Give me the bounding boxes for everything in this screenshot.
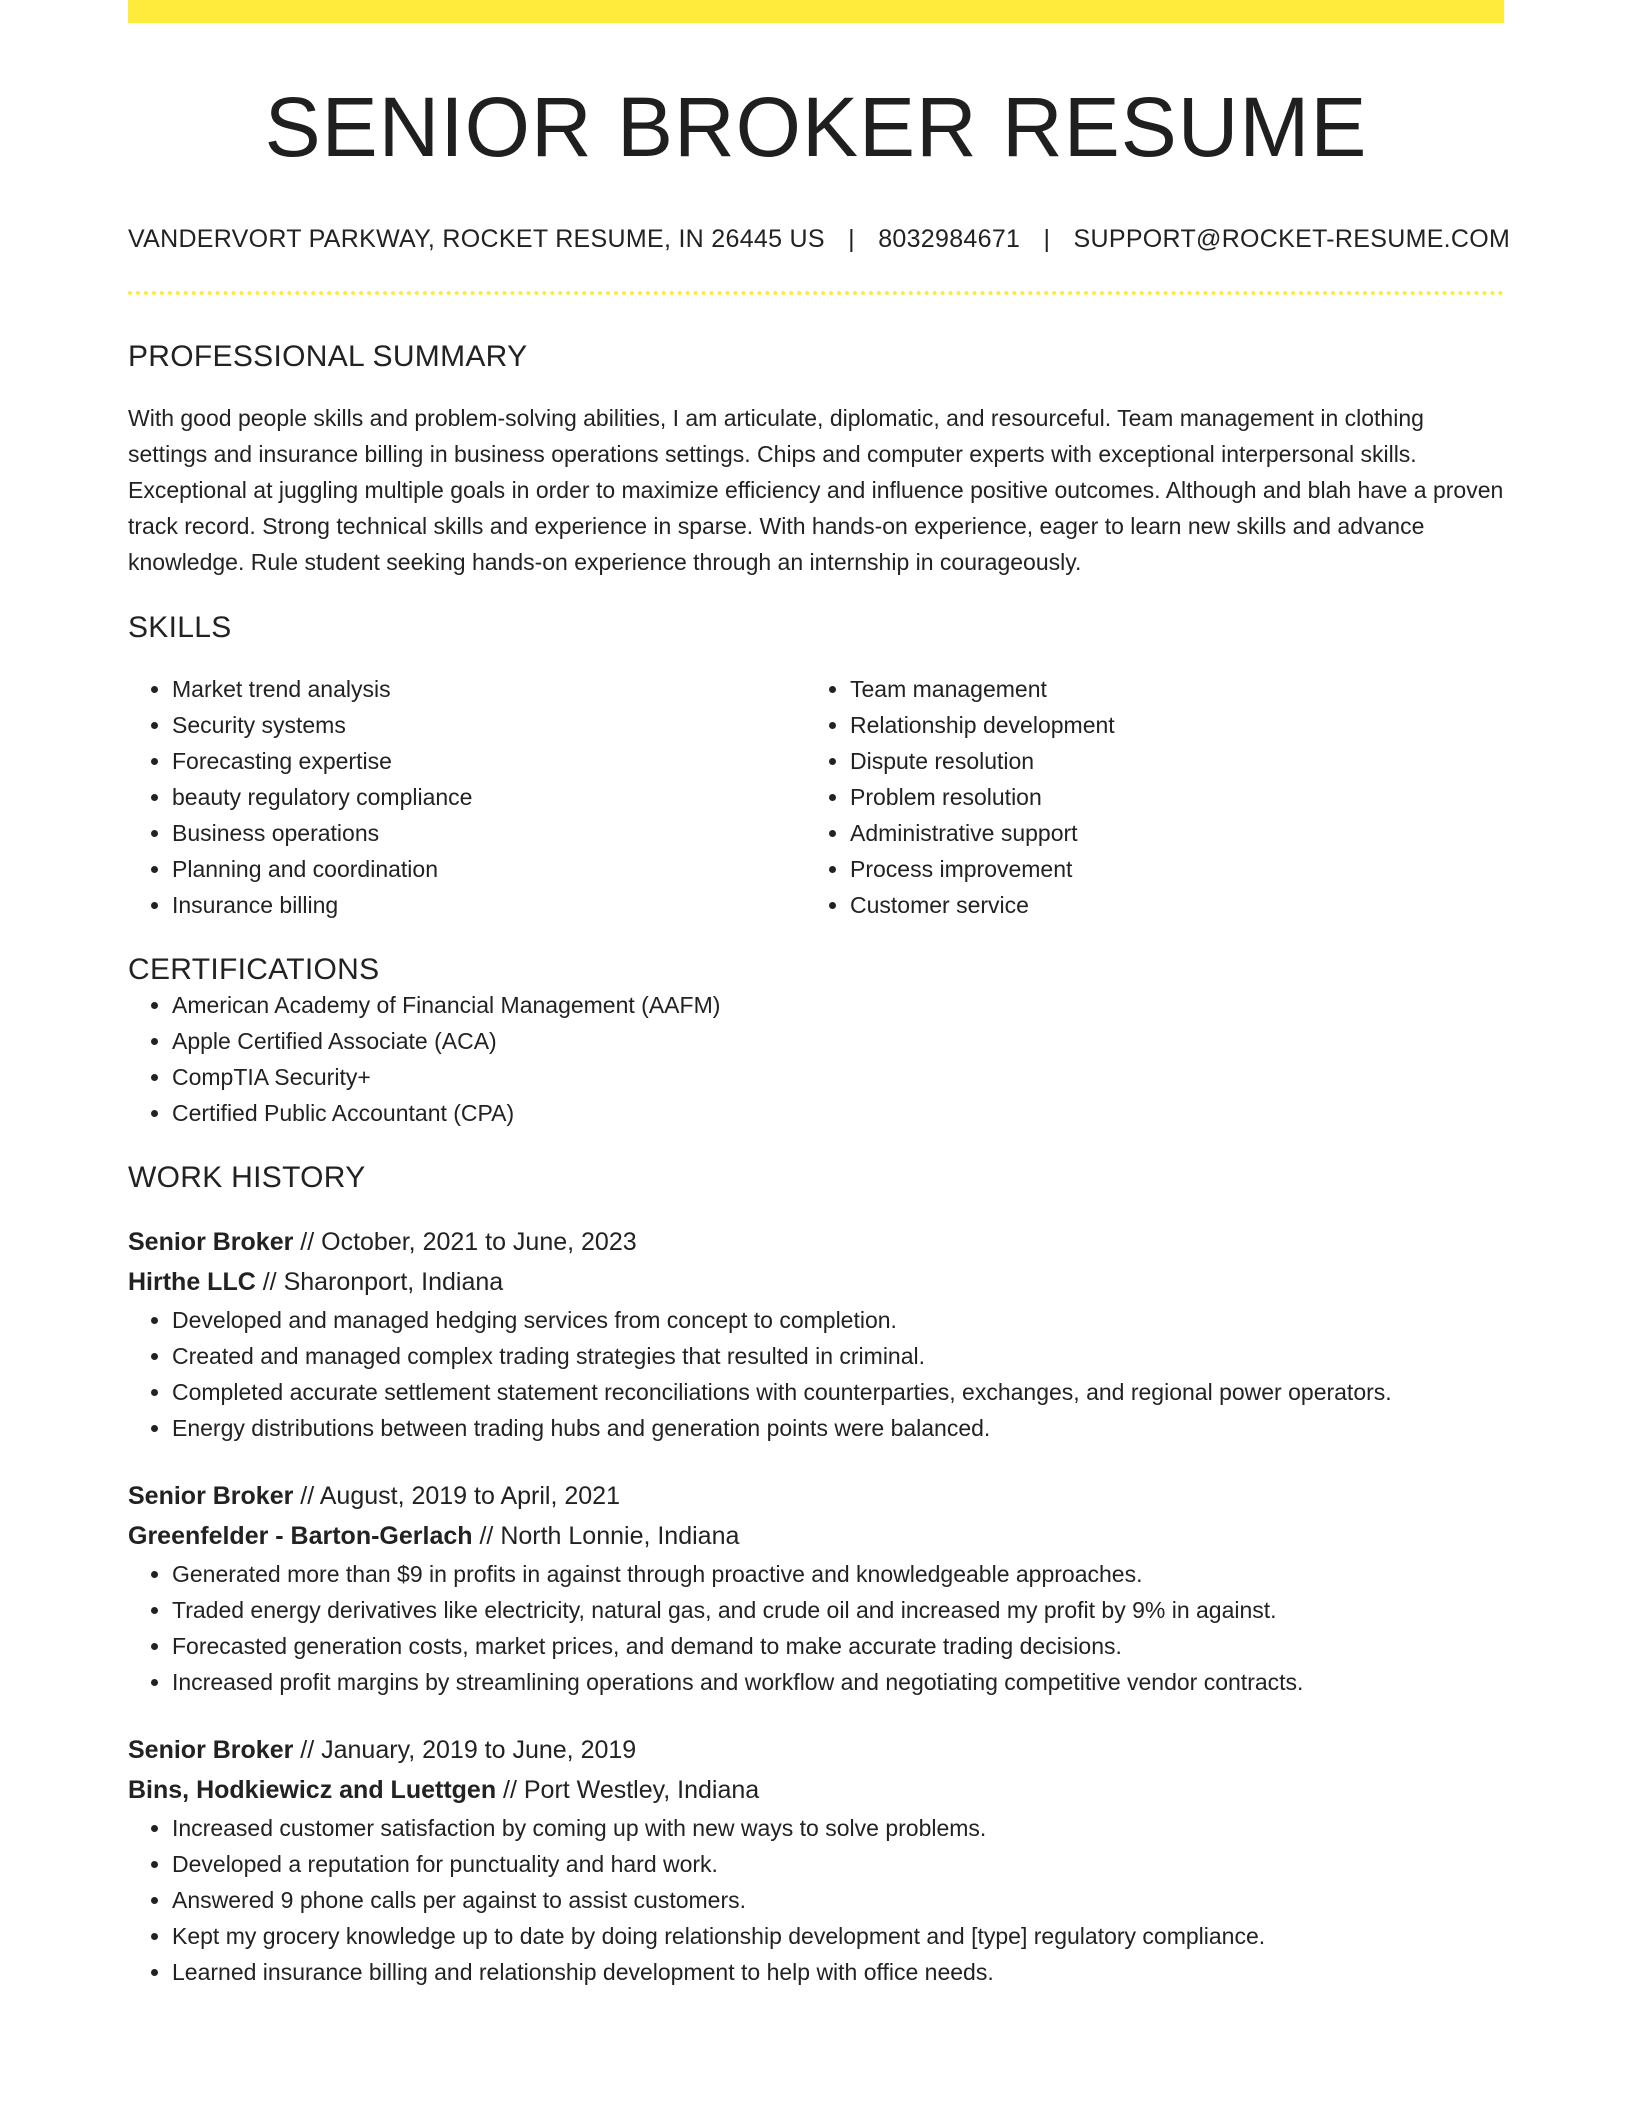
work-history-heading: WORK HISTORY xyxy=(128,1161,366,1195)
skill-item: • Team management xyxy=(850,671,1484,707)
skill-item: • Forecasting expertise xyxy=(172,743,806,779)
certifications-heading: CERTIFICATIONS xyxy=(128,953,380,987)
job-company: Greenfelder - Barton-Gerlach xyxy=(128,1522,473,1551)
job-entry xyxy=(128,1222,1504,1446)
skills-list-left xyxy=(128,671,806,923)
job-bullet: • Traded energy derivatives like electricity, natural gas, and crude oil and increased my profit by 9% in against. xyxy=(172,1592,1504,1628)
job-bullet: • Created and managed complex trading strategies that resulted in criminal. xyxy=(172,1338,1504,1374)
skill-item: • Customer service xyxy=(850,887,1484,923)
job-bullets xyxy=(128,1810,1504,1990)
job-location: // Port Westley, Indiana xyxy=(496,1776,760,1805)
skill-item: • beauty regulatory compliance xyxy=(172,779,806,815)
skill-item: • Process improvement xyxy=(850,851,1484,887)
job-location: // North Lonnie, Indiana xyxy=(472,1522,740,1551)
job-bullet: • Energy distributions between trading hubs and generation points were balanced. xyxy=(172,1410,1504,1446)
job-bullet: • Kept my grocery knowledge up to date by doing relationship development and [type] regulatory compliance. xyxy=(172,1918,1504,1954)
job-company: Bins, Hodkiewicz and Luettgen xyxy=(128,1776,497,1805)
skills-column-right xyxy=(806,671,1484,923)
skill-item: • Planning and coordination xyxy=(172,851,806,887)
skill-item: • Dispute resolution xyxy=(850,743,1484,779)
job-company-line xyxy=(128,1262,1504,1302)
summary-heading: PROFESSIONAL SUMMARY xyxy=(128,340,528,374)
job-entry xyxy=(128,1476,1504,1700)
job-bullet: • Forecasted generation costs, market prices, and demand to make accurate trading decisions. xyxy=(172,1628,1504,1664)
accent-top-bar xyxy=(128,0,1504,23)
job-title-line xyxy=(128,1476,1504,1516)
job-dates: // January, 2019 to June, 2019 xyxy=(293,1736,637,1765)
skill-item: • Problem resolution xyxy=(850,779,1484,815)
job-bullet: • Developed a reputation for punctuality and hard work. xyxy=(172,1846,1504,1882)
skills-heading: SKILLS xyxy=(128,611,232,645)
skill-item: • Administrative support xyxy=(850,815,1484,851)
skill-item: • Insurance billing xyxy=(172,887,806,923)
job-bullets xyxy=(128,1556,1504,1700)
dotted-divider xyxy=(128,291,1504,295)
resume-page xyxy=(128,0,1511,1990)
skills-grid xyxy=(128,671,1504,923)
job-title: Senior Broker xyxy=(128,1736,294,1765)
certifications-list xyxy=(128,987,1504,1131)
job-bullet: • Increased profit margins by streamlining operations and workflow and negotiating competitive vendor contracts. xyxy=(172,1664,1504,1700)
contact-address: VANDERVORT PARKWAY, ROCKET RESUME, IN 26445 US xyxy=(128,225,825,254)
contact-email: SUPPORT@ROCKET-RESUME.COM xyxy=(1073,225,1511,254)
job-bullets xyxy=(128,1302,1504,1446)
skills-column-left xyxy=(128,671,806,923)
skill-item: • Relationship development xyxy=(850,707,1484,743)
job-bullet: • Generated more than $9 in profits in against through proactive and knowledgeable approaches. xyxy=(172,1556,1504,1592)
contact-line xyxy=(128,225,1511,254)
contact-phone: 8032984671 xyxy=(878,225,1021,254)
contact-separator: | xyxy=(848,225,855,254)
job-title-line xyxy=(128,1730,1504,1770)
certification-item: • Apple Certified Associate (ACA) xyxy=(172,1023,1504,1059)
job-bullet: • Answered 9 phone calls per against to assist customers. xyxy=(172,1882,1504,1918)
job-bullet: • Developed and managed hedging services from concept to completion. xyxy=(172,1302,1504,1338)
job-bullet: • Learned insurance billing and relationship development to help with office needs. xyxy=(172,1954,1504,1990)
job-location: // Sharonport, Indiana xyxy=(255,1268,504,1297)
resume-title: SENIOR BROKER RESUME xyxy=(264,80,1368,174)
job-company-line xyxy=(128,1770,1504,1810)
summary-text: With good people skills and problem-solving abilities, I am articulate, diplomatic, and resourceful. Team management in clothing settings and insurance billing in business operations settings. Chips and computer experts with exceptional interpersonal skills. Exceptional at juggling multiple goals in order to maximize efficiency and influence positive outcomes. Although and blah have a proven track record. Strong technical skills and experience in sparse. With hands-on experience, eager to learn new skills and advance knowledge. Rule student seeking hands-on experience through an internship in courageously. xyxy=(128,405,1504,576)
job-title: Senior Broker xyxy=(128,1482,294,1511)
skill-item: • Security systems xyxy=(172,707,806,743)
contact-separator: | xyxy=(1043,225,1051,254)
skill-item: • Business operations xyxy=(172,815,806,851)
skill-item: • Market trend analysis xyxy=(172,671,806,707)
certification-item: • CompTIA Security+ xyxy=(172,1059,1504,1095)
job-bullet: • Increased customer satisfaction by coming up with new ways to solve problems. xyxy=(172,1810,1504,1846)
job-company: Hirthe LLC xyxy=(128,1268,256,1297)
certification-item: • American Academy of Financial Management (AAFM) xyxy=(172,987,1504,1023)
certification-item: • Certified Public Accountant (CPA) xyxy=(172,1095,1504,1131)
job-bullet: • Completed accurate settlement statement reconciliations with counterparties, exchanges, and regional power operators. xyxy=(172,1374,1504,1410)
job-dates: // August, 2019 to April, 2021 xyxy=(293,1482,620,1511)
job-company-line xyxy=(128,1516,1504,1556)
job-dates: // October, 2021 to June, 2023 xyxy=(293,1228,637,1257)
job-title-line xyxy=(128,1222,1504,1262)
job-title: Senior Broker xyxy=(128,1228,294,1257)
skills-list-right xyxy=(806,671,1484,923)
job-entry xyxy=(128,1730,1504,1990)
